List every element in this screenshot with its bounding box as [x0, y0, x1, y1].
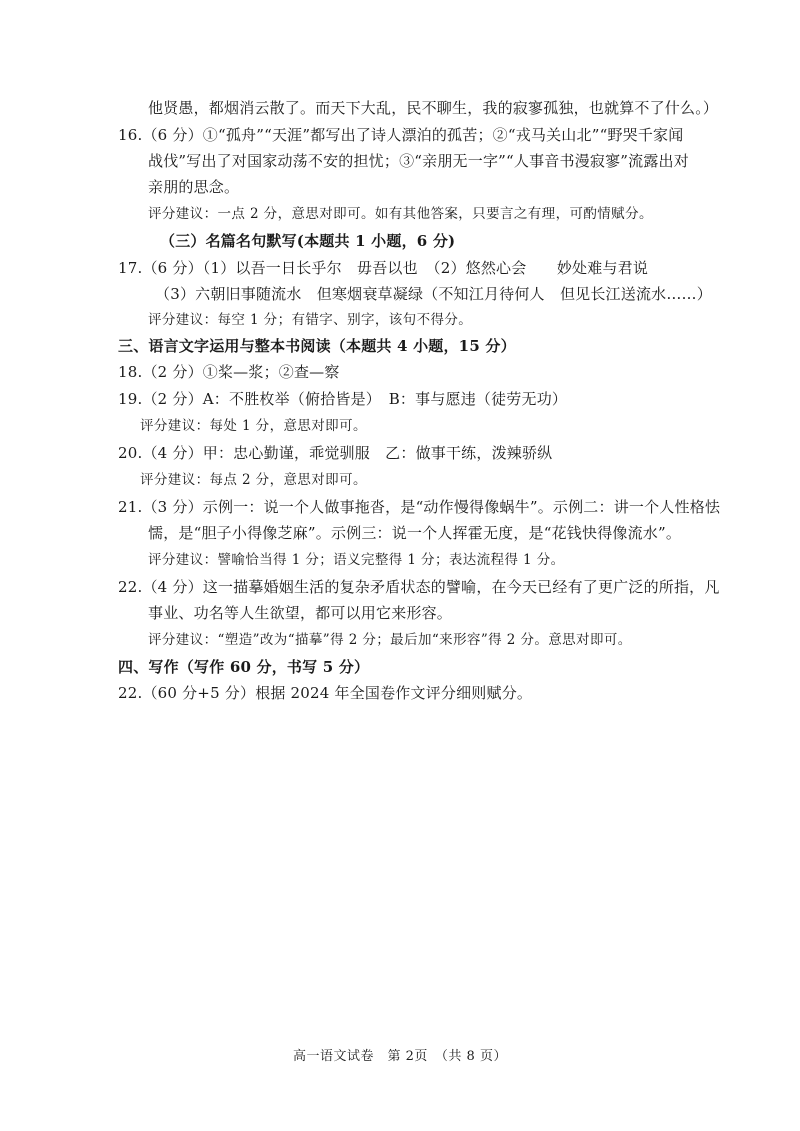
answer-19: 19.（2 分）A：不胜枚举（俯拾皆是） B：事与愿违（徒劳无功） — [118, 390, 568, 408]
text-line: 事业、功名等人生欲望，都可以用它来形容。 — [148, 604, 453, 622]
answer-16: 16.（6 分）①“孤舟”“天涯”都写出了诗人漂泊的孤苦；②“戎马关山北”“野哭千家闻 — [118, 126, 684, 144]
text-line: 懦，是“胆子小得像芝麻”。示例三：说一个人挥霍无度，是“花钱快得像流水”。 — [148, 524, 682, 542]
text-line: （3）六朝旧事随流水 但寒烟衰草凝绿（不知江月待何人 但见长江送流水……） — [155, 285, 712, 303]
answer-18: 18.（2 分）①桨—浆；②查—察 — [118, 363, 340, 381]
scoring-note: 评分建议：每空 1 分；有错字、别字，该句不得分。 — [148, 312, 473, 328]
scoring-note: 评分建议：一点 2 分，意思对即可。如有其他答案，只要言之有理，可酌情赋分。 — [148, 206, 653, 222]
scoring-note: 评分建议：“塑造”改为“描摹”得 2 分；最后加“来形容”得 2 分。意思对即可。 — [148, 632, 632, 648]
section-heading: 三、语言文字运用与整本书阅读（本题共 4 小题，15 分） — [118, 337, 516, 355]
section-heading: 四、写作（写作 60 分，书写 5 分） — [118, 658, 370, 676]
scoring-note: 评分建议：每点 2 分，意思对即可。 — [140, 472, 367, 488]
page-footer: 高一语文试卷 第 2页 （共 8 页） — [293, 1049, 507, 1064]
answer-21: 21.（3 分）示例一：说一个人做事拖沓，是“动作慢得像蜗牛”。示例二：讲一个人性格怯 — [118, 498, 721, 516]
answer-20: 20.（4 分）甲：忠心勤谨，乖觉驯服 乙：做事干练，泼辣骄纵 — [118, 444, 553, 462]
section-heading: （三）名篇名句默写(本题共 1 小题，6 分) — [160, 232, 456, 250]
answer-17: 17.（6 分）（1）以吾一日长乎尔 毋吾以也 （2）悠然心会 妙处难与君说 — [118, 259, 649, 277]
text-line: 战伐”写出了对国家动荡不安的担忧；③“亲朋无一字”“人事音书漫寂寥”流露出对 — [148, 152, 689, 170]
text-line: 亲朋的思念。 — [148, 178, 240, 196]
answer-22: 22.（4 分）这一描摹婚姻生活的复杂矛盾状态的譬喻，在今天已经有了更广泛的所指，凡 — [118, 578, 720, 596]
text-line: 他贤愚，都烟消云散了。而天下大乱，民不聊生，我的寂寥孤独，也就算不了什么。） — [148, 99, 719, 117]
scoring-note: 评分建议：每处 1 分，意思对即可。 — [140, 418, 367, 434]
answer-essay: 22.（60 分+5 分）根据 2024 年全国卷作文评分细则赋分。 — [118, 684, 533, 702]
scoring-note: 评分建议：譬喻恰当得 1 分；语义完整得 1 分；表达流程得 1 分。 — [148, 552, 565, 568]
